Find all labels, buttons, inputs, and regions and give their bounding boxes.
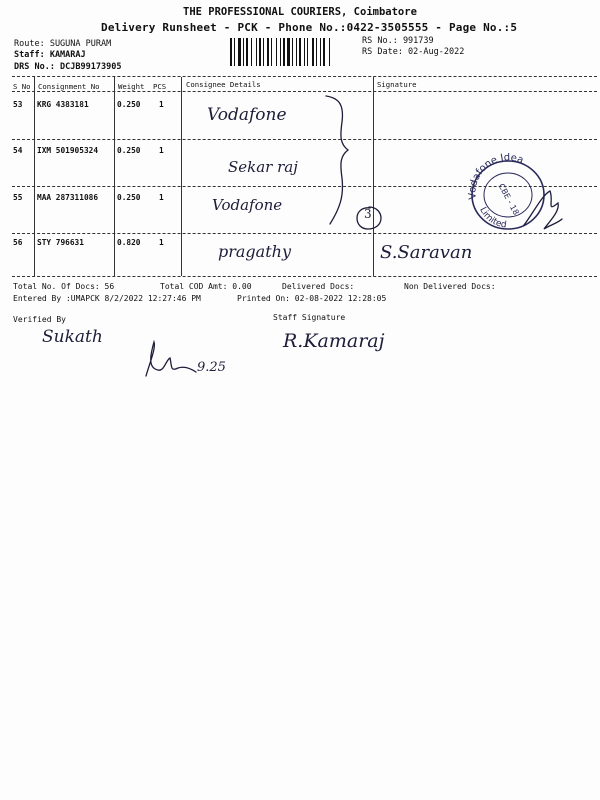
row-divider	[12, 139, 597, 140]
row-weight: 0.250	[117, 146, 141, 155]
non-delivered-docs: Non Delivered Docs:	[404, 282, 496, 291]
column-divider	[373, 77, 374, 276]
row-consignee-handwriting: Sekar raj	[228, 158, 298, 176]
barcode-bar	[256, 38, 257, 66]
row-sno: 55	[13, 193, 23, 202]
barcode-bar	[283, 38, 285, 66]
row-weight: 0.250	[117, 193, 141, 202]
barcode-bar	[280, 38, 281, 66]
row-consignment: STY 796631	[37, 238, 84, 247]
verified-by-label: Verified By	[13, 315, 66, 324]
barcode-bar	[243, 38, 244, 66]
staff-label: Staff: KAMARAJ	[14, 50, 86, 60]
entered-by: Entered By :UMAPCK 8/2/2022 12:27:46 PM	[13, 294, 201, 303]
barcode-bar	[234, 38, 235, 66]
column-divider	[181, 77, 182, 276]
document-title: THE PROFESSIONAL COURIERS, Coimbatore	[183, 6, 417, 18]
row-pcs: 1	[159, 193, 164, 202]
row-consignment: IXM 501905324	[37, 146, 99, 155]
table-bottom-rule	[12, 276, 597, 277]
row-sno: 53	[13, 100, 23, 109]
row-pcs: 1	[159, 100, 164, 109]
column-divider	[114, 77, 115, 276]
column-divider	[34, 77, 35, 276]
col-header-pcs: PCS	[153, 82, 167, 91]
col-header-consignee: Consignee Details	[186, 80, 261, 89]
table-header-rule	[12, 91, 597, 92]
runsheet-subtitle: Delivery Runsheet - PCK - Phone No.:0422-3505555 - Page No.:5	[101, 21, 518, 34]
row-pcs: 1	[159, 238, 164, 247]
staff-signature-label: Staff Signature	[273, 313, 346, 322]
barcode-bar	[307, 38, 308, 66]
barcode-bar	[296, 38, 297, 66]
row-consignee-handwriting: pragathy	[218, 242, 291, 261]
barcode-image	[230, 38, 353, 66]
drs-number: DRS No.: DCJB99173905	[14, 62, 122, 72]
printed-on: Printed On: 02-08-2022 12:28:05	[237, 294, 387, 303]
barcode-bar	[276, 38, 277, 66]
barcode-bar	[246, 38, 248, 66]
barcode-bar	[320, 38, 321, 66]
time-note: 9.25	[197, 360, 226, 375]
stamp-text-top: Vodafone Idea	[467, 153, 525, 200]
stamp-text-bottom: Limited	[477, 205, 508, 231]
barcode-bar	[271, 38, 272, 66]
col-header-weight: Weight	[118, 82, 145, 91]
rs-number: RS No.: 991739	[362, 36, 434, 46]
table-top-rule	[12, 76, 597, 77]
col-header-sno: S No	[13, 82, 31, 91]
row-weight: 0.250	[117, 100, 141, 109]
col-header-signature: Signature	[377, 80, 417, 89]
barcode-bar	[251, 38, 252, 66]
barcode-bar	[312, 38, 314, 66]
row-sno: 56	[13, 238, 23, 247]
barcode-bar	[238, 38, 241, 66]
row-sno: 54	[13, 146, 23, 155]
barcode-bar	[304, 38, 305, 66]
delivered-docs: Delivered Docs:	[282, 282, 355, 291]
verified-signature: Sukath	[42, 327, 103, 347]
row-consignment: MAA 287311086	[37, 193, 99, 202]
staff-handwritten-signature: R.Kamaraj	[283, 330, 385, 352]
row-weight: 0.820	[117, 238, 141, 247]
barcode-bar	[329, 38, 330, 66]
initials-signature-icon	[140, 338, 200, 383]
barcode-bar	[316, 38, 317, 66]
barcode-bar	[287, 38, 290, 66]
total-cod: Total COD Amt: 0.00	[160, 282, 252, 291]
barcode-bar	[259, 38, 261, 66]
row-consignment: KRG 4383181	[37, 100, 89, 109]
svg-text:Limited	[477, 206, 507, 231]
barcode-bar	[299, 38, 301, 66]
barcode-bar	[263, 38, 264, 66]
total-docs: Total No. Of Docs: 56	[13, 282, 115, 291]
brace-mark	[318, 92, 358, 232]
barcode-bar	[292, 38, 293, 66]
count-number: 3	[364, 207, 372, 221]
row-consignee-handwriting: Vodafone	[207, 105, 287, 125]
rs-date: RS Date: 02-Aug-2022	[362, 47, 465, 57]
barcode-bar	[267, 38, 269, 66]
row-pcs: 1	[159, 146, 164, 155]
route-label: Route: SUGUNA PURAM	[14, 39, 112, 49]
row-signature-handwriting: S.Saravan	[380, 242, 473, 263]
row-consignee-handwriting: Vodafone	[212, 196, 283, 214]
barcode-bar	[230, 38, 232, 66]
stamp-center-text: CBE - 18	[496, 182, 521, 217]
barcode-bar	[323, 38, 325, 66]
stamp-scribble-icon	[520, 185, 565, 235]
col-header-consignment: Consignment No	[38, 82, 100, 91]
